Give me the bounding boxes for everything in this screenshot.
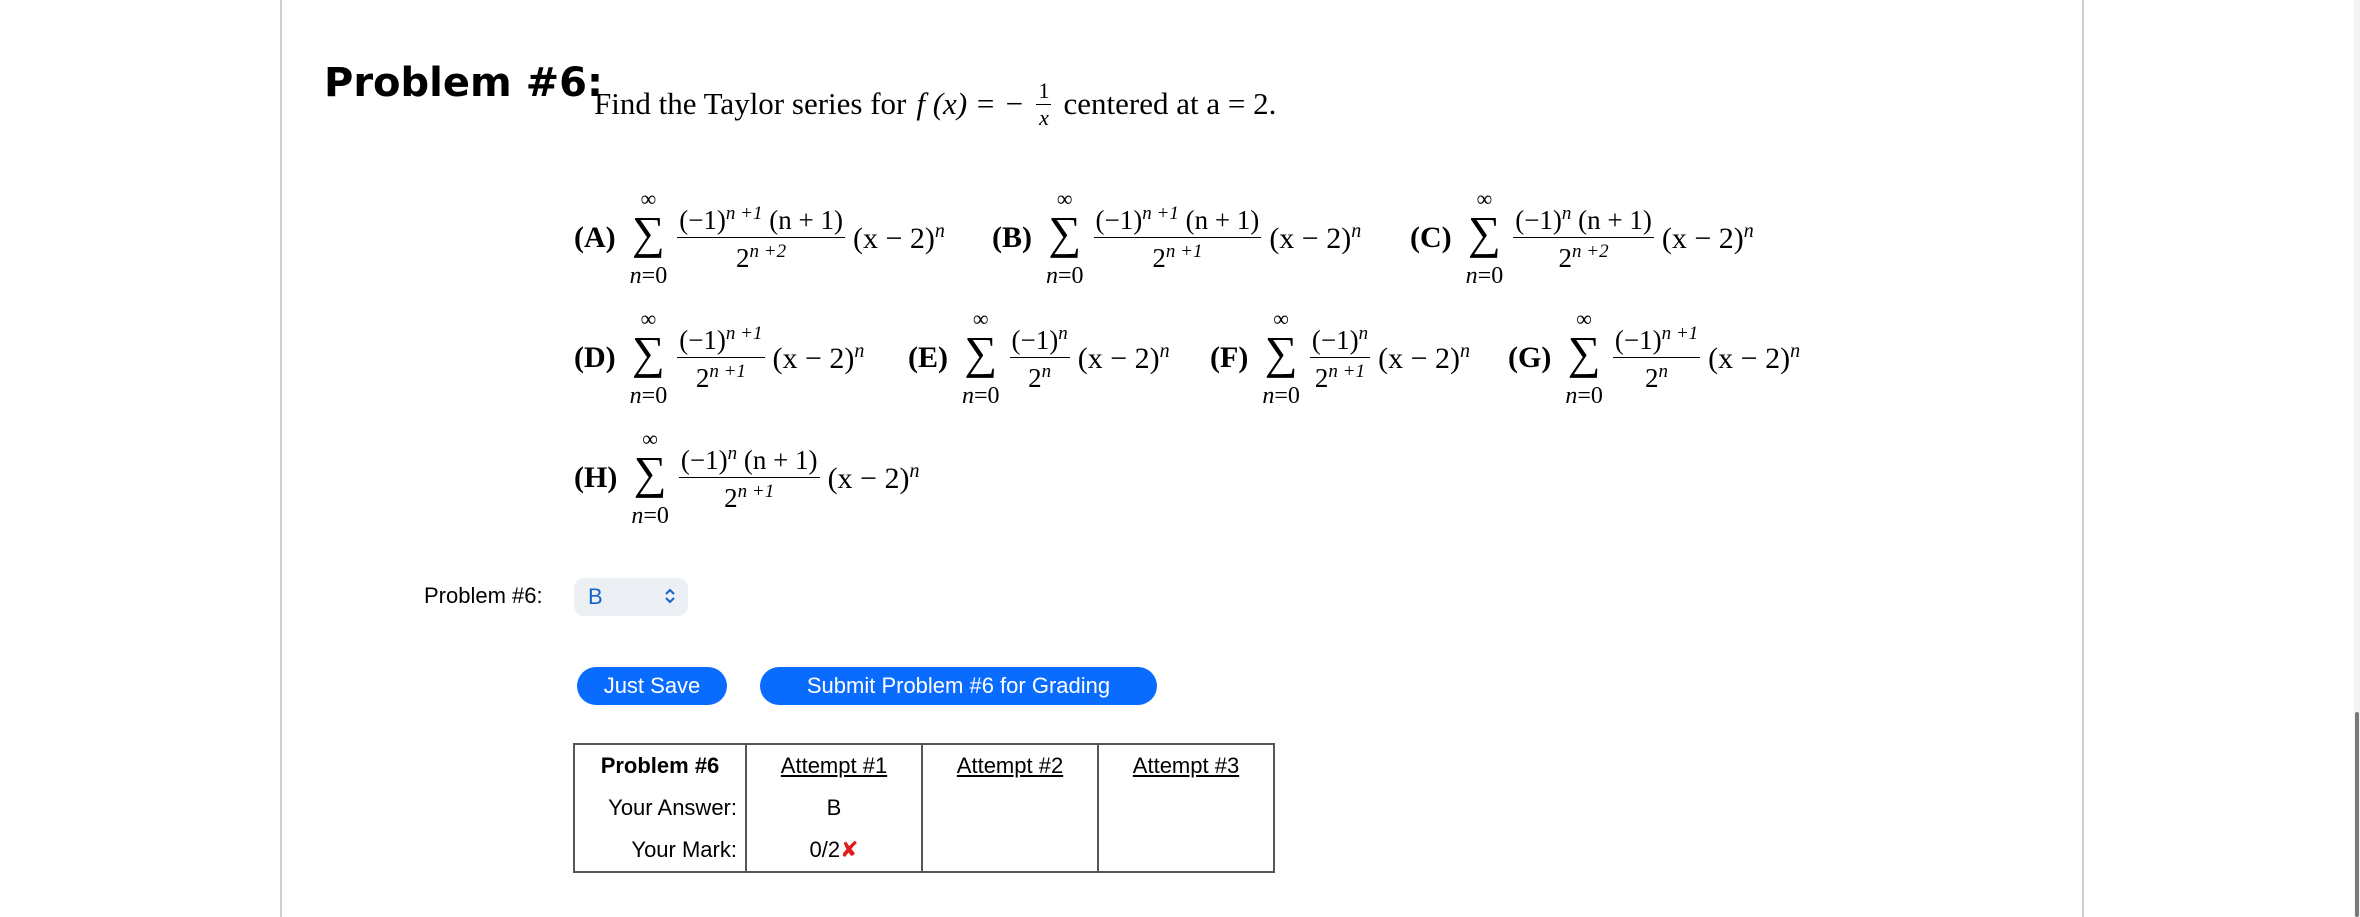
incorrect-icon: ✘: [840, 837, 859, 862]
sum-upper: ∞: [1576, 306, 1592, 331]
answer-option-g: [1508, 288, 1800, 428]
attempt-1-answer: B: [746, 787, 922, 829]
option-denominator: 2$^n$: [1645, 361, 1669, 393]
sum-sign: ∑: [1048, 207, 1082, 258]
attempt-2-mark: [922, 829, 1098, 872]
sum-lower: n=0: [629, 263, 668, 289]
just-save-button[interactable]: Just Save: [577, 667, 727, 705]
sum-upper: ∞: [640, 186, 657, 211]
sum-lower: n=0: [1565, 383, 1603, 409]
sum-lower: n=0: [1262, 383, 1300, 409]
option-label: (B): [992, 221, 1032, 254]
your-mark-label: Your Mark:: [574, 829, 746, 872]
attempt-2-header[interactable]: Attempt #2: [922, 744, 1098, 787]
submit-button[interactable]: Submit Problem #6 for Grading: [760, 667, 1157, 705]
sum-upper: ∞: [640, 306, 657, 331]
table-row: [574, 787, 1274, 829]
option-fraction: [677, 324, 764, 393]
sigma-symbol: [1565, 308, 1603, 408]
question-frac-num: 1: [1038, 77, 1050, 103]
option-denominator: $2^{n +1}$: [1152, 241, 1203, 273]
option-denominator: 2$^n$: [1028, 361, 1052, 393]
chevron-updown-icon: [664, 587, 676, 608]
option-numerator: $(-1)^{n +1}$ (n + 1): [677, 204, 845, 238]
option-tail: $(x - 2)^n$: [1077, 340, 1170, 375]
attempt-3-header[interactable]: Attempt #3: [1098, 744, 1274, 787]
sum-sign: ∑: [1264, 327, 1298, 378]
sum-upper: ∞: [972, 306, 989, 331]
sum-lower: n=0: [629, 383, 668, 409]
sum-upper: ∞: [1056, 186, 1073, 211]
sum-lower: n=0: [962, 383, 1000, 409]
sigma-symbol: [1466, 188, 1504, 288]
problem-question: [594, 74, 1276, 134]
sigma-symbol: [631, 428, 669, 528]
answer-option-a: [574, 168, 945, 308]
problem-heading: Problem #6:: [324, 60, 603, 106]
option-label: (H): [574, 461, 618, 494]
sigma-symbol: [630, 308, 668, 408]
sum-sign: ∑: [632, 207, 665, 258]
sum-upper: ∞: [1476, 186, 1493, 211]
attempt-1-mark: 0/2✘: [746, 829, 922, 872]
option-fraction: [677, 204, 845, 273]
answer-option-c: [1410, 168, 1754, 308]
sum-sign: ∑: [632, 327, 665, 378]
option-denominator: $2^{n +1}$: [1314, 361, 1365, 393]
answer-option-f: [1210, 288, 1470, 428]
answer-option-b: [992, 168, 1361, 308]
option-tail: $(x - 2)^n$: [1661, 220, 1754, 255]
sum-sign: ∑: [1567, 327, 1601, 378]
option-denominator: $2^{n +1}$: [695, 361, 746, 393]
table-row: [574, 744, 1274, 787]
attempts-header: Problem #6: [574, 744, 746, 787]
question-suffix: centered at a = 2.: [1063, 86, 1277, 121]
sum-sign: ∑: [964, 327, 998, 378]
answer-option-d: [574, 288, 864, 428]
option-label: (A): [574, 221, 616, 254]
option-fraction: [1613, 324, 1700, 393]
option-tail: $(x - 2)^n$: [852, 220, 945, 255]
option-tail: $(x - 2)^n$: [1708, 340, 1801, 375]
option-label: (C): [1410, 221, 1452, 254]
option-numerator: $(-1)^n$: [1010, 324, 1070, 358]
option-denominator: $2^{n +2}$: [1558, 241, 1609, 273]
question-frac-den: x: [1039, 104, 1049, 130]
option-label: (D): [574, 341, 616, 374]
answer-option-h: [574, 408, 919, 548]
sigma-symbol: [630, 188, 668, 288]
option-tail: $(x - 2)^n$: [1378, 340, 1470, 375]
option-numerator: $(-1)^{n +1}$: [1613, 324, 1700, 358]
sigma-symbol: [962, 308, 1000, 408]
option-numerator: $(-1)^n$: [1310, 324, 1370, 358]
option-fraction: [1010, 324, 1070, 393]
attempt-1-header[interactable]: Attempt #1: [746, 744, 922, 787]
option-numerator: $(-1)^n$ (n + 1): [679, 444, 820, 478]
sum-upper: ∞: [642, 426, 658, 451]
scrollbar[interactable]: [2354, 0, 2360, 917]
sum-sign: ∑: [633, 447, 667, 498]
your-answer-label: Your Answer:: [574, 787, 746, 829]
question-prefix: Find the Taylor series for: [594, 86, 907, 121]
scrollbar-thumb[interactable]: [2355, 712, 2359, 917]
attempt-3-mark: [1098, 829, 1274, 872]
question-function: f (x) = −: [916, 86, 1025, 121]
option-numerator: $(-1)^{n +1}$: [677, 324, 764, 358]
attempt-3-answer: [1098, 787, 1274, 829]
option-denominator: $2^{n +1}$: [724, 481, 775, 513]
option-tail: $(x - 2)^n$: [1269, 220, 1362, 255]
sigma-symbol: [1046, 188, 1084, 288]
table-row: [574, 829, 1274, 872]
option-label: (F): [1210, 341, 1249, 374]
answer-select[interactable]: [574, 578, 688, 616]
option-fraction: [1513, 204, 1654, 273]
answer-option-e: [908, 288, 1170, 428]
option-numerator: $(-1)^{n +1}$ (n + 1): [1094, 204, 1262, 238]
sum-sign: ∑: [1468, 207, 1501, 258]
option-denominator: $2^{n +2}$: [736, 241, 787, 273]
sum-lower: n=0: [1465, 263, 1504, 289]
attempts-table: [573, 743, 1275, 873]
option-label: (G): [1508, 341, 1552, 374]
sum-lower: n=0: [1046, 263, 1084, 289]
answer-select-label: Problem #6:: [424, 583, 543, 608]
question-fraction: [1036, 77, 1051, 130]
option-tail: $(x - 2)^n$: [772, 340, 865, 375]
option-fraction: [1310, 324, 1370, 393]
answer-select-value: B: [588, 584, 603, 609]
option-fraction: [679, 444, 820, 513]
sum-lower: n=0: [631, 503, 669, 529]
attempt-2-answer: [922, 787, 1098, 829]
sum-upper: ∞: [1273, 306, 1289, 331]
sigma-symbol: [1262, 308, 1300, 408]
option-label: (E): [908, 341, 948, 374]
option-tail: $(x - 2)^n$: [827, 460, 920, 495]
option-numerator: $(-1)^n$ (n + 1): [1513, 204, 1654, 238]
option-fraction: [1094, 204, 1262, 273]
